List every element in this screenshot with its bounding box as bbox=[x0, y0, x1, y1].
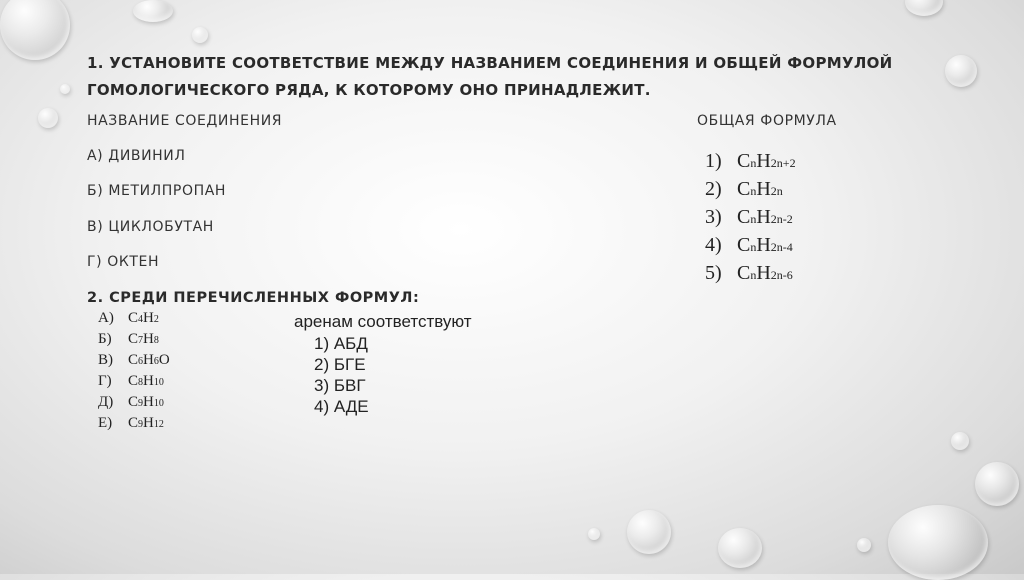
compound-name-a: А) ДИВИНИЛ bbox=[87, 148, 186, 164]
molecule-item: Е) C 9 H 12 bbox=[98, 415, 164, 431]
general-formula-list bbox=[705, 150, 796, 290]
names-header: НАЗВАНИЕ СОЕДИНЕНИЯ bbox=[87, 113, 283, 129]
water-drop-decoration bbox=[192, 27, 208, 43]
task2-title: 2. СРЕДИ ПЕРЕЧИСЛЕННЫХ ФОРМУЛ: bbox=[87, 290, 420, 306]
answer-option: 4) АДЕ bbox=[314, 397, 369, 416]
answer-options bbox=[314, 334, 369, 418]
water-drop-decoration bbox=[133, 0, 173, 22]
compound-name-c: В) ЦИКЛОБУТАН bbox=[87, 219, 214, 235]
water-drop-decoration bbox=[588, 528, 600, 540]
molecule-item: Г) C 8 H 10 bbox=[98, 373, 164, 389]
molecule-item: Б) C 7 H 8 bbox=[98, 331, 159, 347]
water-drop-decoration bbox=[888, 505, 988, 580]
water-drop-decoration bbox=[945, 55, 977, 87]
molecule-item: А) C 4 H 2 bbox=[98, 310, 159, 326]
molecule-item: Д) C 9 H 10 bbox=[98, 394, 164, 410]
water-drop-decoration bbox=[38, 108, 58, 128]
general-formula-item: 5) C n H 2n-6 bbox=[705, 262, 793, 284]
water-drop-decoration bbox=[0, 0, 70, 60]
general-formula-item: 4) C n H 2n-4 bbox=[705, 234, 793, 256]
answer-option: 1) АБД bbox=[314, 334, 368, 353]
water-drop-decoration bbox=[627, 510, 671, 554]
general-formula-item: 3) C n H 2n-2 bbox=[705, 206, 793, 228]
water-drop-decoration bbox=[905, 0, 943, 16]
formula-header: ОБЩАЯ ФОРМУЛА bbox=[697, 113, 837, 129]
water-drop-decoration bbox=[857, 538, 871, 552]
water-drop-decoration bbox=[975, 462, 1019, 506]
answer-option: 3) БВГ bbox=[314, 376, 366, 395]
water-drop-decoration bbox=[718, 528, 762, 568]
molecule-list bbox=[98, 310, 170, 436]
compound-name-d: Г) ОКТЕН bbox=[87, 254, 160, 270]
water-drop-decoration bbox=[951, 432, 969, 450]
compound-name-b: Б) МЕТИЛПРОПАН bbox=[87, 183, 227, 199]
general-formula-item: 1) C n H 2n+2 bbox=[705, 150, 796, 172]
water-drop-decoration bbox=[60, 84, 70, 94]
task1-title: 1. УСТАНОВИТЕ СООТВЕТСТВИЕ МЕЖДУ НАЗВАНИЕМ СОЕДИНЕНИЯ И ОБЩЕЙ ФОРМУЛОЙ ГОМОЛОГИЧЕСКОГО РЯДА, К КОТОРОМУ ОНО ПРИНАДЛЕЖИТ. bbox=[87, 54, 893, 99]
task2-question: аренам соответствуют bbox=[294, 312, 472, 331]
answer-option: 2) БГЕ bbox=[314, 355, 366, 374]
general-formula-item: 2) C n H 2n bbox=[705, 178, 783, 200]
molecule-item: В) C 6 H 6 O bbox=[98, 352, 170, 368]
